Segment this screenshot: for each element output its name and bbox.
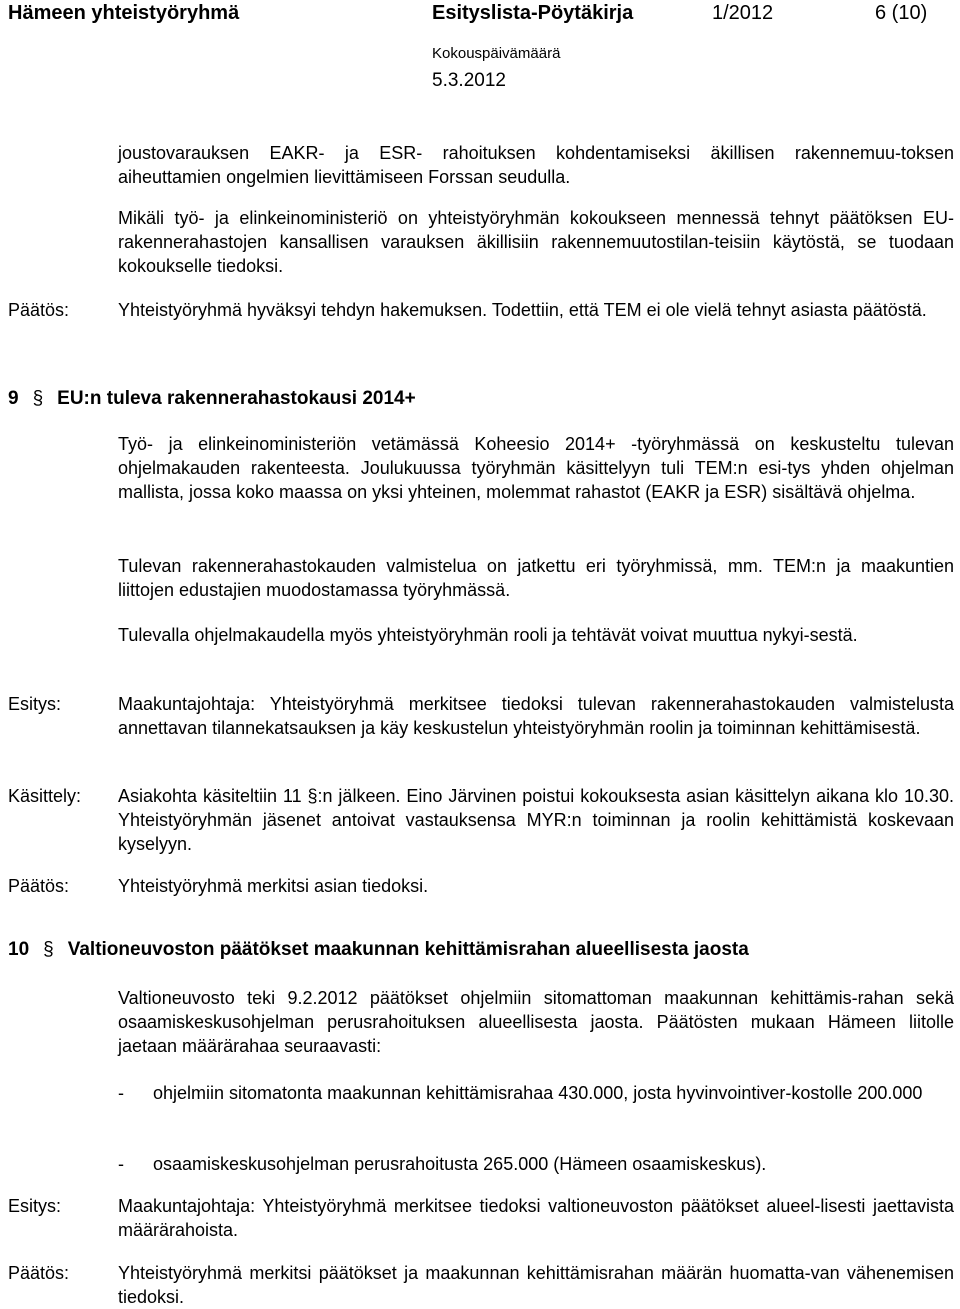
section-9-paragraph-2: Tulevan rakennerahastokauden valmistelua on jatkettu eri työryhmissä, mm. TEM:n ja maakuntien liittojen edustajien muodostamassa työryhmässä.: [118, 556, 954, 600]
decision-text: Yhteistyöryhmä hyväksyi tehdyn hakemuksen. Todettiin, että TEM ei ole vielä tehnyt asiasta päätöstä.: [118, 300, 927, 320]
decision-label: Päätös:: [8, 300, 70, 320]
proposal-text: Maakuntajohtaja: Yhteistyöryhmä merkitsee tiedoksi tulevan rakennerahastokauden valmistelusta annettavan tilannekatsauksen ja käy keskustelun yhteistyöryhmän roolin ja toiminnan kehittämisestä.: [118, 694, 954, 738]
list-dash: -: [118, 1154, 124, 1174]
section-9-paragraph-1: Työ- ja elinkeinoministeriön vetämässä Koheesio 2014+ -työryhmässä on keskusteltu tulevan ohjelmakauden rakenteesta. Joulukuussa työryhmän käsittelyyn tuli TEM:n esi-tys yhden ohjelman mallista, jossa koko maassa on yksi yhteinen, molemmat rahastot (EAKR ja ESR) sisältävä ohjelma.: [118, 434, 954, 502]
paragraph-top-2: Mikäli työ- ja elinkeinoministeriö on yhteistyöryhmän kokoukseen mennessä tehnyt päätöksen EU-rakennerahastojen kansallisen varauksen äkillisiin rakennemuutostilan-teisiin käytöstä, se tuodaan kokoukselle tiedoksi.: [118, 208, 954, 276]
list-item: [118, 1081, 954, 1105]
section-sign: §: [32, 388, 44, 409]
proposal-label: Esitys:: [8, 1196, 62, 1216]
list-item-text: osaamiskeskusohjelman perusrahoitusta 265.000 (Hämeen osaamiskeskus).: [153, 1154, 767, 1174]
section-10-paragraph-1: Valtioneuvosto teki 9.2.2012 päätökset ohjelmiin sitomattoman maakunnan kehittämis-rahan sekä osaamiskeskusohjelman perusrahoituksen alueellisesta jaosta. Päätösten mukaan Hämeen liitolle jaetaan määrärahaa seuraavasti:: [118, 988, 954, 1056]
header-meeting-number: 1/2012: [712, 2, 774, 24]
header-date-label: Kokouspäivämäärä: [432, 45, 561, 62]
paragraph-top-1: joustovarauksen EAKR- ja ESR- rahoituksen kohdentamiseksi äkillisen rakennemuu-toksen aiheuttamien ongelmien lievittämiseen Forssan seudulla.: [118, 143, 954, 187]
section-number: 10: [8, 939, 30, 960]
decision-text: Yhteistyöryhmä merkitsi asian tiedoksi.: [118, 876, 429, 896]
section-9-heading: [8, 386, 948, 412]
header-document-type: Esityslista-Pöytäkirja: [432, 2, 634, 24]
section-title: Valtioneuvoston päätökset maakunnan kehittämisrahan alueellisesta jaosta: [67, 939, 749, 960]
decision-text: Yhteistyöryhmä merkitsi päätökset ja maakunnan kehittämisrahan määrän huomatta-van vähenemisen tiedoksi.: [118, 1263, 954, 1307]
handling-text: Asiakohta käsiteltiin 11 §:n jälkeen. Eino Järvinen poistui kokouksesta asian käsittelyn aikana klo 10.30. Yhteistyöryhmän jäsenet antoivat vastauksensa MYR:n toiminnan ja roolin kehittämistä koskevaan kyselyyn.: [118, 786, 954, 854]
section-title: EU:n tuleva rakennerahastokausi 2014+: [57, 388, 416, 409]
section-9-paragraph-3: Tulevalla ohjelmakaudella myös yhteistyöryhmän rooli ja tehtävät voivat muuttua nykyi-sestä.: [118, 625, 858, 645]
decision-label: Päätös:: [8, 876, 70, 896]
handling-label: Käsittely:: [8, 786, 82, 806]
header-date: 5.3.2012: [432, 70, 506, 91]
header-page-number: 6 (10): [875, 2, 928, 24]
proposal-label: Esitys:: [8, 694, 62, 714]
header-organization: Hämeen yhteistyöryhmä: [8, 2, 240, 24]
section-number: 9: [8, 388, 19, 409]
list-item-text: ohjelmiin sitomatonta maakunnan kehittämisrahaa 430.000, josta hyvinvointiver-kostolle 200.000: [153, 1083, 923, 1103]
proposal-text: Maakuntajohtaja: Yhteistyöryhmä merkitsee tiedoksi valtioneuvoston päätökset alueel-lisesti jaettavista määrärahoista.: [118, 1196, 954, 1240]
section-10-heading: [8, 937, 948, 963]
list-item: [118, 1152, 954, 1176]
section-sign: §: [43, 939, 54, 960]
decision-label: Päätös:: [8, 1263, 70, 1283]
list-dash: -: [118, 1083, 124, 1103]
